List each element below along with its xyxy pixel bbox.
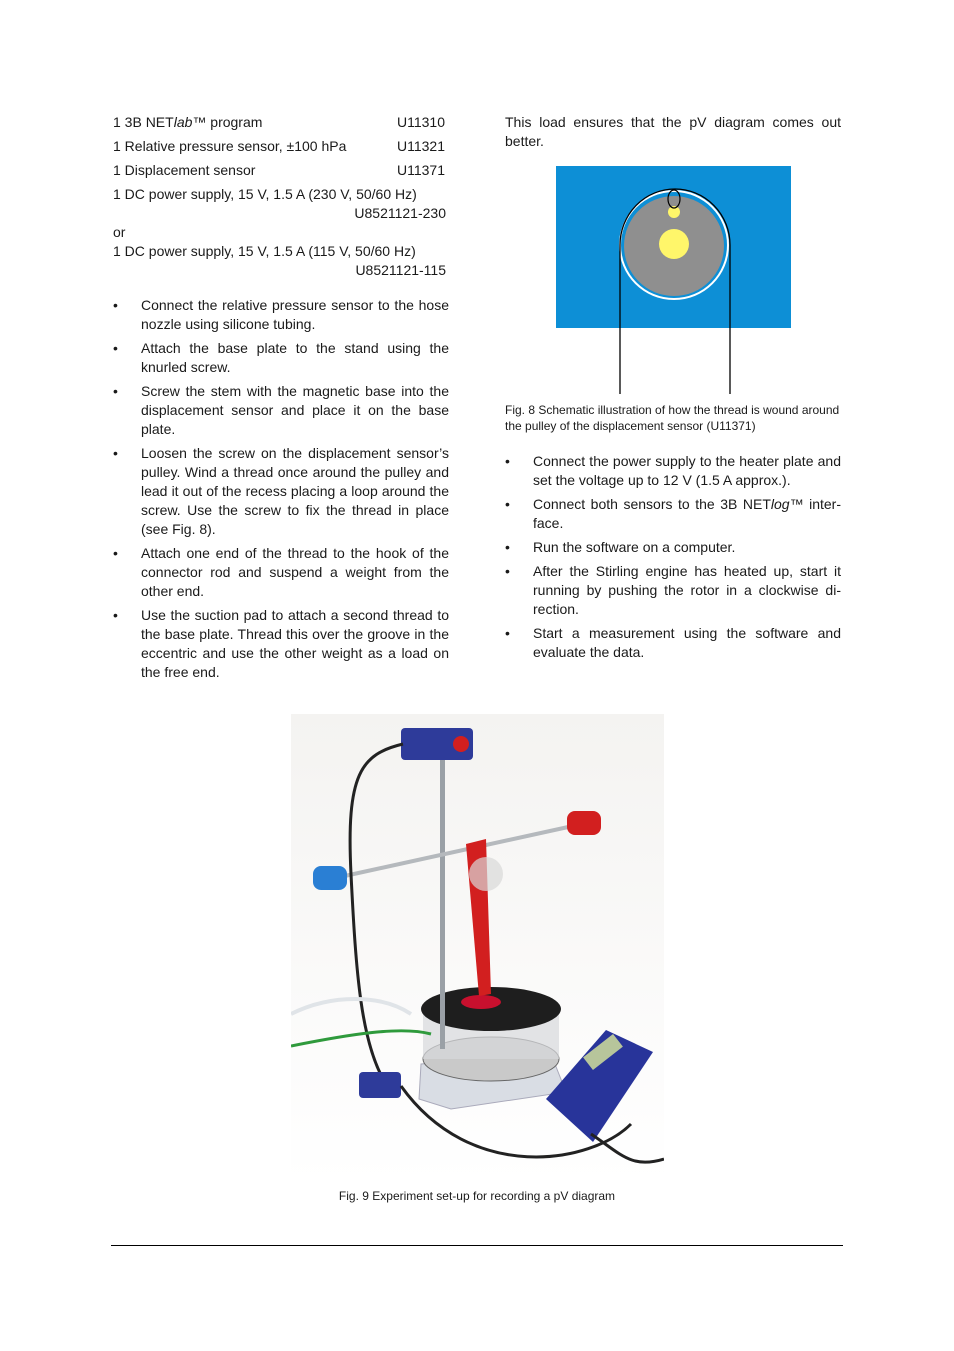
equipment-name-italic: lab (173, 114, 193, 130)
right-steps (505, 452, 841, 667)
equipment-item (113, 137, 449, 156)
power-supply-230-text: 1 DC power supply, 15 V, 1.5 A (230 V, 50/60 Hz) (113, 186, 417, 202)
list-item: • Connect the power supply to the heater plate and set the voltage up to 12 V (1.5 A approx.). (505, 452, 841, 490)
equipment-name: 1 Displacement sensor (113, 162, 256, 178)
power-supply-230 (113, 185, 449, 223)
list-item: • Attach the base plate to the stand using the knurled screw. (113, 339, 449, 377)
power-supply-115-text: 1 DC power supply, 15 V, 1.5 A (115 V, 50/60 Hz) (113, 243, 416, 259)
list-item: • Attach one end of the thread to the hook of the connector rod and suspend a weight from the other end. (113, 544, 449, 601)
stand-rod (440, 754, 445, 1049)
pulley-schematic-svg (556, 166, 792, 396)
list-item: • Use the suction pad to attach a second thread to the base plate. Thread this over the groove in the eccentric and use the other weight as a load on the free end. (113, 606, 449, 682)
pressure-sensor (359, 1072, 401, 1098)
footer-rule (111, 1245, 843, 1246)
list-item: • Run the software on a computer. (505, 538, 841, 557)
equipment-code: U11310 (397, 114, 446, 130)
figure-9-caption: Fig. 9 Experiment set-up for recording a pV diagram (338, 1189, 616, 1203)
load-paragraph: This load ensures that the pV diagram comes out better. (505, 114, 841, 149)
equipment-item (113, 113, 449, 132)
power-supply-115-code: U8521121-115 (355, 262, 446, 278)
list-item: • Loosen the screw on the displacement sensor’s pulley. Wind a thread once around the pulley and lead it out of the recess placing a loop around the screw. Use the screw to fix the thread in place (see Fig. 8). (113, 444, 449, 539)
power-supply-115 (113, 242, 449, 280)
equipment-code: U11321 (397, 138, 446, 154)
or-text: or (113, 224, 126, 240)
equipment-name: 1 3B NET (113, 114, 174, 130)
figure-8-caption: Fig. 8 Schematic illustration of how the thread is wound around the pulley of the displacement sensor (U11371) (505, 403, 840, 433)
right-column (505, 113, 841, 151)
pulley-axle (659, 229, 689, 259)
red-weight (567, 811, 601, 835)
list-item: • After the Stirling engine has heated up, start it running by pushing the rotor in a clockwise di-rection. (505, 562, 841, 619)
piston-ring (461, 995, 501, 1009)
power-supply-230-code: U8521121-230 (354, 205, 446, 221)
list-item: • Connect the relative pressure sensor to the hose nozzle using silicone tubing. (113, 296, 449, 334)
blue-weight (313, 866, 347, 890)
list-item: • Connect both sensors to the 3B NETlog™ inter-face. (505, 495, 841, 533)
figure-8-pulley-schematic (556, 166, 792, 396)
list-item: • Start a measurement using the software and evaluate the data. (505, 624, 841, 662)
left-column (113, 113, 449, 687)
sensor-pulley (453, 736, 469, 752)
measurement-steps-list (505, 452, 841, 662)
figure-9-photo (291, 714, 664, 1183)
equipment-name: 1 Relative pressure sensor, ±100 hPa (113, 138, 347, 154)
list-item: • Screw the stem with the magnetic base into the displacement sensor and place it on the base plate. (113, 382, 449, 439)
experiment-setup-illustration (291, 714, 664, 1183)
eccentric-disc (469, 857, 503, 891)
equipment-code: U11371 (397, 162, 446, 178)
setup-steps-list (113, 296, 449, 682)
equipment-name-suffix: ™ program (192, 114, 263, 130)
equipment-item (113, 161, 449, 180)
